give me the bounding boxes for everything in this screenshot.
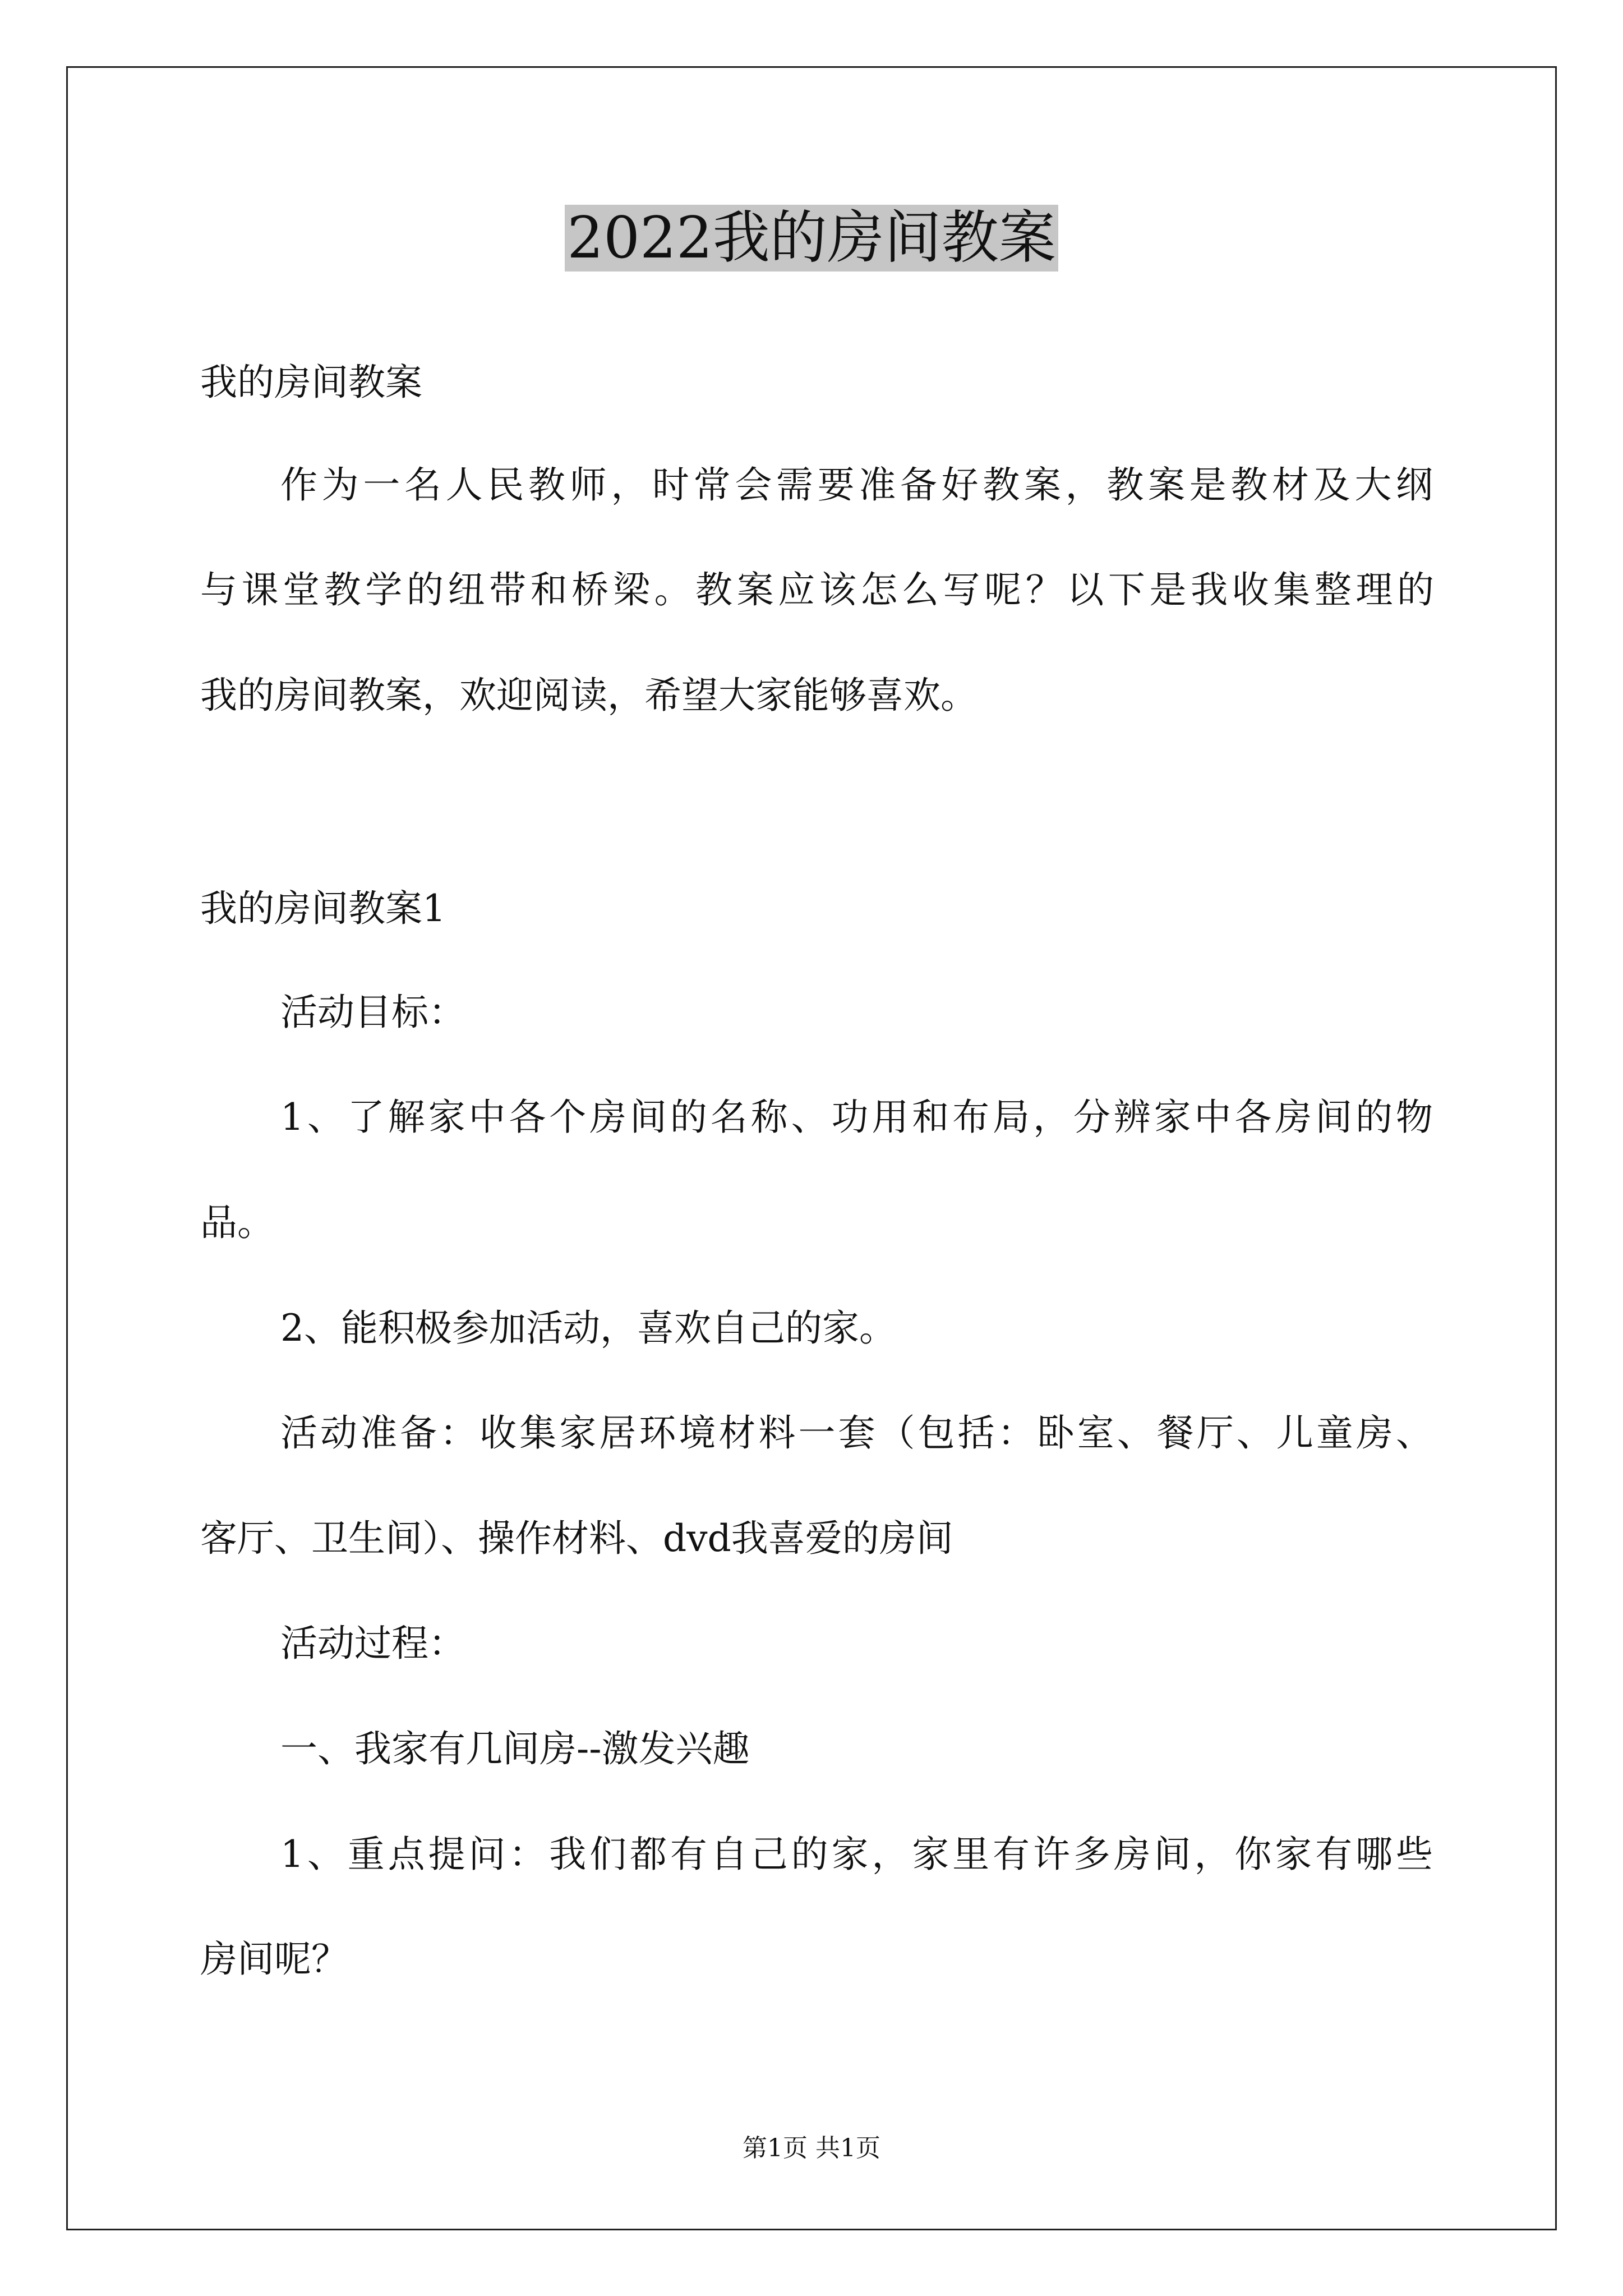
paragraph-line: 我的房间教案，欢迎阅读，希望大家能够喜欢。: [200, 674, 978, 717]
document-title: [0, 199, 1623, 278]
paragraph-line: 活动准备：收集家居环境材料一套（包括：卧室、餐厅、儿童房、: [280, 1411, 1433, 1455]
paragraph-line: 活动过程：: [280, 1622, 465, 1665]
paragraph-line: 客厅、卫生间）、操作材料、dvd我喜爱的房间: [200, 1517, 953, 1560]
paragraph-line: 一、我家有几间房--激发兴趣: [280, 1727, 750, 1770]
paragraph-line: 2、能积极参加活动，喜欢自己的家。: [280, 1306, 896, 1350]
paragraph-line: 作为一名人民教师，时常会需要准备好教案，教案是教材及大纲: [280, 463, 1433, 507]
section-heading: 我的房间教案1: [200, 887, 446, 930]
paragraph-line: 活动目标：: [280, 991, 465, 1034]
section-heading: 我的房间教案: [200, 361, 422, 404]
paragraph-line: 房间呢？: [200, 1938, 348, 1981]
paragraph-line: 与课堂教学的纽带和桥梁。教案应该怎么写呢？以下是我收集整理的: [200, 568, 1434, 611]
paragraph-line: 1、重点提问：我们都有自己的家，家里有许多房间，你家有哪些: [280, 1833, 1433, 1876]
page-footer: 第1页 共1页: [743, 2134, 880, 2162]
title-text: 2022我的房间教案: [565, 205, 1058, 272]
paragraph-line: 品。: [200, 1201, 274, 1244]
paragraph-line: 1、了解家中各个房间的名称、功用和布局，分辨家中各房间的物: [280, 1096, 1433, 1139]
